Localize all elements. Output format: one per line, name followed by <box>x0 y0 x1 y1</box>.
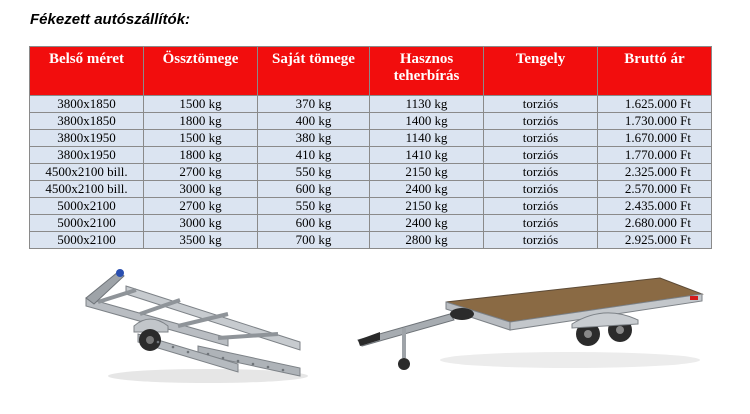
cell-own-weight: 370 kg <box>258 96 370 113</box>
cell-own-weight: 380 kg <box>258 130 370 147</box>
cell-gross-price: 1.770.000 Ft <box>598 147 712 164</box>
cell-own-weight: 600 kg <box>258 181 370 198</box>
page-title: Fékezett autószállítók: <box>30 11 191 28</box>
cell-axle: torziós <box>484 96 598 113</box>
cell-internal-size: 3800x1950 <box>30 147 144 164</box>
header-payload: Hasznos teherbírás <box>370 47 484 96</box>
cell-gross-price: 2.680.000 Ft <box>598 215 712 232</box>
cell-payload: 1130 kg <box>370 96 484 113</box>
cell-internal-size: 3800x1850 <box>30 113 144 130</box>
cell-internal-size: 5000x2100 <box>30 198 144 215</box>
cell-own-weight: 410 kg <box>258 147 370 164</box>
cell-gross-price: 2.325.000 Ft <box>598 164 712 181</box>
cell-axle: torziós <box>484 232 598 249</box>
cell-axle: torziós <box>484 130 598 147</box>
table-row <box>30 96 712 113</box>
header-internal-size: Belső méret <box>30 47 144 96</box>
cell-gross-weight: 1800 kg <box>144 113 258 130</box>
cell-payload: 2800 kg <box>370 232 484 249</box>
cell-axle: torziós <box>484 181 598 198</box>
cell-payload: 1400 kg <box>370 113 484 130</box>
cell-gross-price: 2.435.000 Ft <box>598 198 712 215</box>
price-table <box>29 46 712 249</box>
header-axle: Tengely <box>484 47 598 96</box>
cell-payload: 2400 kg <box>370 181 484 198</box>
cell-axle: torziós <box>484 113 598 130</box>
table-header-row <box>30 47 712 96</box>
trailer-frame-illustration <box>86 269 308 383</box>
cell-gross-weight: 1500 kg <box>144 130 258 147</box>
table-row <box>30 232 712 249</box>
cell-payload: 1140 kg <box>370 130 484 147</box>
cell-gross-weight: 2700 kg <box>144 198 258 215</box>
cell-payload: 2400 kg <box>370 215 484 232</box>
cell-gross-weight: 3000 kg <box>144 181 258 198</box>
table-row <box>30 147 712 164</box>
table-row <box>30 130 712 147</box>
cell-own-weight: 550 kg <box>258 198 370 215</box>
cell-own-weight: 550 kg <box>258 164 370 181</box>
cell-gross-weight: 2700 kg <box>144 164 258 181</box>
cell-internal-size: 5000x2100 <box>30 232 144 249</box>
cell-gross-weight: 3000 kg <box>144 215 258 232</box>
header-gross-price: Bruttó ár <box>598 47 712 96</box>
trailer-photo-frame <box>78 268 314 388</box>
cell-axle: torziós <box>484 198 598 215</box>
cell-own-weight: 400 kg <box>258 113 370 130</box>
cell-internal-size: 5000x2100 <box>30 215 144 232</box>
cell-gross-weight: 1800 kg <box>144 147 258 164</box>
cell-gross-price: 2.570.000 Ft <box>598 181 712 198</box>
table-row <box>30 164 712 181</box>
table-row <box>30 198 712 215</box>
cell-payload: 2150 kg <box>370 198 484 215</box>
table-row <box>30 181 712 198</box>
cell-gross-weight: 1500 kg <box>144 96 258 113</box>
cell-internal-size: 4500x2100 bill. <box>30 164 144 181</box>
cell-own-weight: 600 kg <box>258 215 370 232</box>
cell-payload: 1410 kg <box>370 147 484 164</box>
trailer-photo-deck <box>350 274 712 382</box>
cell-axle: torziós <box>484 147 598 164</box>
cell-gross-price: 2.925.000 Ft <box>598 232 712 249</box>
cell-gross-price: 1.625.000 Ft <box>598 96 712 113</box>
cell-own-weight: 700 kg <box>258 232 370 249</box>
cell-axle: torziós <box>484 164 598 181</box>
table-row <box>30 215 712 232</box>
header-own-weight: Saját tömege <box>258 47 370 96</box>
table-row <box>30 113 712 130</box>
cell-internal-size: 3800x1850 <box>30 96 144 113</box>
cell-gross-price: 1.670.000 Ft <box>598 130 712 147</box>
trailer-deck-illustration <box>358 278 702 370</box>
cell-gross-weight: 3500 kg <box>144 232 258 249</box>
cell-gross-price: 1.730.000 Ft <box>598 113 712 130</box>
header-gross-weight: Össztömege <box>144 47 258 96</box>
cell-axle: torziós <box>484 215 598 232</box>
cell-internal-size: 4500x2100 bill. <box>30 181 144 198</box>
cell-internal-size: 3800x1950 <box>30 130 144 147</box>
cell-payload: 2150 kg <box>370 164 484 181</box>
